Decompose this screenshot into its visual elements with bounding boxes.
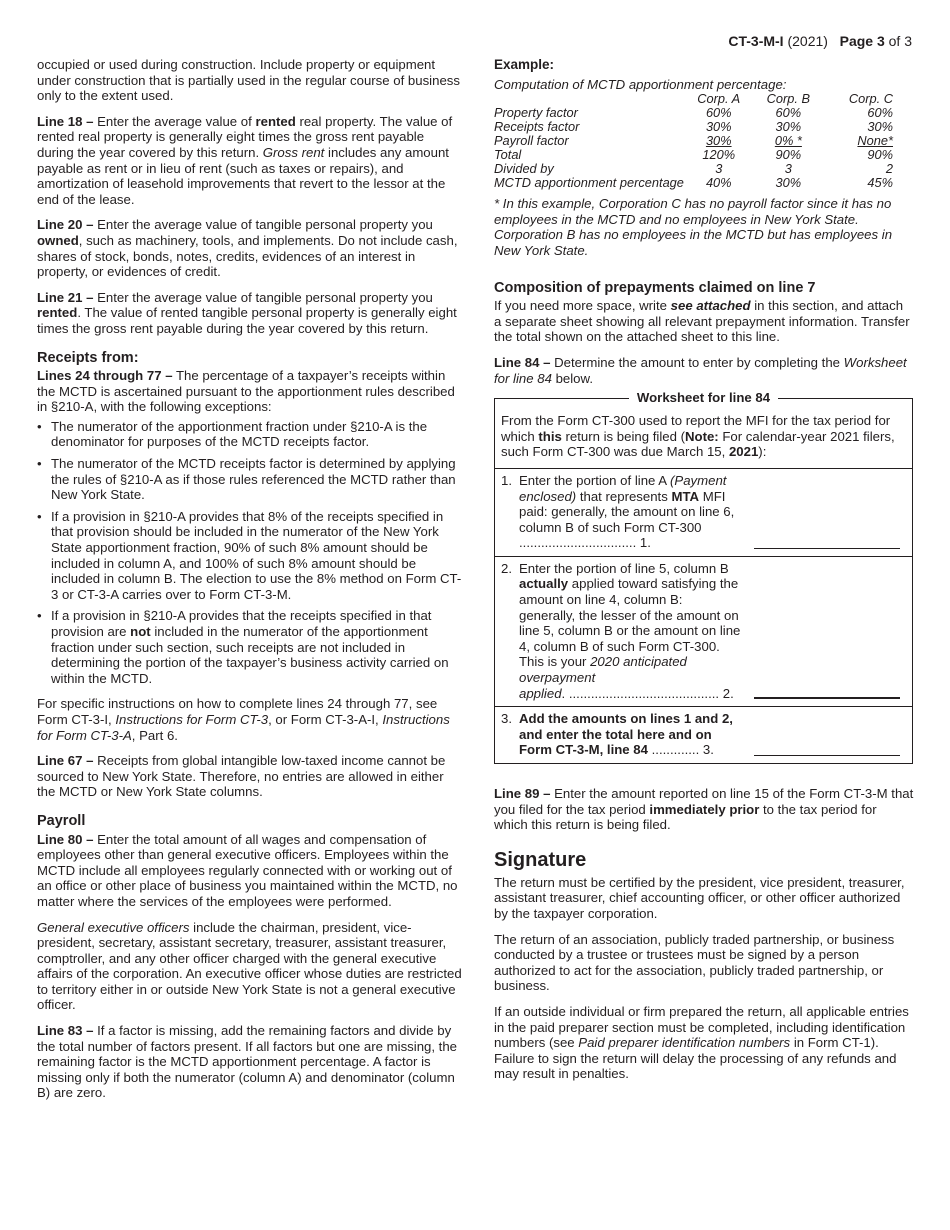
- example-table: [494, 92, 899, 190]
- table-row: [494, 120, 899, 134]
- page-number: Page 3: [839, 33, 885, 49]
- table-header-row: [494, 92, 899, 106]
- worksheet-title: Worksheet for line 84: [495, 390, 912, 406]
- table-cell: 60%: [775, 105, 802, 121]
- table-cell: 0% *: [774, 133, 802, 149]
- signature-paragraph-1: The return must be certified by the president, vice president, treasurer, assistant treasurer, chief accounting officer, or other officer authorized by the taxpayer corporation.: [494, 874, 905, 921]
- table-cell: 90%: [775, 147, 802, 163]
- table-cell: 60%: [867, 105, 893, 121]
- example-title: Example:: [494, 57, 555, 72]
- list-item: • If a provision in §210-A provides that 8% of the receipts specified in that provision should be included in the numerator of the New York State apportionment fraction, 90% of such 8% amount should be included in column A, and 100% of such 8% amount should be included in column B. The election to use the 8% method on Form CT-3 or CT-3-A carries over to Form CT-3-M.: [37, 509, 462, 603]
- example-note: * In this example, Corporation C has no payroll factor since it has no employees in the MCTD and no employees in New York State. Corporation B has no employees in the MCTD but has employees in New York State.: [494, 196, 893, 258]
- row-label: Property factor: [494, 105, 578, 121]
- table-cell: 90%: [867, 147, 893, 163]
- table-cell: 2: [885, 161, 893, 177]
- line-89-paragraph: Line 89 – Enter the amount reported on line 15 of the Form CT-3-M that you filed for the tax period immediately prior to the tax period for which this return is being filed.: [494, 786, 914, 833]
- row-label: Divided by: [494, 161, 554, 177]
- worksheet-item-1: 1. Enter the portion of line A (Payment enclosed) that represents MTA MFI paid: generally, the amount on line 6, column B of such Form CT-300 ................................ 1.: [495, 468, 912, 556]
- worksheet-item-3: 3. Add the amounts on lines 1 and 2, and enter the total here and on Form CT-3-M, line 84 ............. 3.: [495, 706, 912, 763]
- form-number: CT-3-M-I: [728, 33, 784, 49]
- line-1-entry-field[interactable]: [754, 548, 900, 549]
- table-cell: 45%: [867, 175, 893, 191]
- table-cell: 30%: [867, 119, 893, 135]
- table-row: [494, 106, 899, 120]
- table-cell: 120%: [702, 147, 736, 163]
- general-executive-officers-paragraph: General executive officers include the chairman, president, vice-president, secretary, assistant secretary, treasurer, assistant treasurer, comptroller, and any other officer charged with the general executive affairs of the corporation. An executive officer whose duties are restricted to territory either in or outside New York State is not a general executive officer.: [37, 919, 462, 1013]
- table-cell: 3: [715, 161, 723, 177]
- line-84-paragraph: Line 84 – Determine the amount to enter by completing the Worksheet for line 84 below.: [494, 354, 907, 386]
- table-row: [494, 176, 899, 190]
- line-83-paragraph: Line 83 – If a factor is missing, add the remaining factors and divide by the total number of factors present. If all factors but one are missing, the remaining factor is the MCTD apportionment percentage. A factor is missing only if both the numerator (column A) and denominator (column B) are zero.: [37, 1023, 458, 1101]
- table-cell: 30%: [705, 119, 732, 135]
- page-of: of 3: [888, 33, 912, 49]
- column-header: Corp. A: [697, 91, 741, 107]
- exceptions-list: [37, 419, 462, 687]
- receipts-heading: Receipts from:: [37, 349, 139, 366]
- signature-paragraph-3: If an outside individual or firm prepared the return, all applicable entries in the paid preparer section must be completed, including identification numbers (see Paid preparer identification numbers in Form CT-1). Failure to sign the return will delay the processing of any refunds and may result in penalties.: [494, 1003, 909, 1082]
- line-67-paragraph: Line 67 – Receipts from global intangible low-taxed income cannot be sourced to New York State. Therefore, no entries are allowed in either the MCTD or New York State columns.: [37, 753, 446, 800]
- table-row: [494, 162, 899, 176]
- worksheet-item-2: 2. Enter the portion of line 5, column B actually applied toward satisfying the amount on line 4, column B: generally, the lesser of the amount on line 5, column B or the amount on line 4, column B of such Form CT-300. This is your 2020 anticipated overpayment applied. ......................................... 2.: [495, 556, 912, 706]
- example-subtitle: Computation of MCTD apportionment percentage:: [494, 76, 787, 92]
- list-item: • The numerator of the apportionment fraction under §210-A is the denominator for purposes of the MCTD receipts factor.: [37, 419, 462, 450]
- right-column: [494, 57, 914, 1092]
- prepayments-paragraph: If you need more space, write see attached in this section, and attach a separate sheet showing all relevant prepayment information. Transfer the total shown on the attached sheet to this line.: [494, 298, 910, 345]
- list-item: • The numerator of the MCTD receipts factor is determined by applying the rules of §210-A as if those rules referenced the MCTD rather than New York State.: [37, 456, 462, 503]
- table-cell: 3: [784, 161, 792, 177]
- row-label: MCTD apportionment percentage: [494, 175, 684, 191]
- list-item: • If a provision in §210-A provides that the receipts specified in that provision are not included in the numerator of the apportionment fraction under such section, such receipts are not included in determining the portion of the taxpayer’s business activity carried on within the MCTD.: [37, 608, 462, 686]
- line-2-entry-field[interactable]: [754, 697, 900, 699]
- row-label: Total: [494, 147, 522, 163]
- signature-paragraph-2: The return of an association, publicly traded partnership, or business conducted by a trustee or trustees must be signed by a person authorized to act for the association, publicly traded partnership, or business.: [494, 931, 895, 994]
- row-label: Receipts factor: [494, 119, 580, 135]
- worksheet-box: [494, 390, 913, 764]
- specific-instructions-paragraph: For specific instructions on how to complete lines 24 through 77, see Form CT-3-I, Instructions for Form CT-3, or Form CT-3-A-I, Instructions for Form CT-3-A, Part 6.: [37, 696, 450, 743]
- column-header: Corp. C: [848, 91, 893, 107]
- lines-24-77-paragraph: Lines 24 through 77 – The percentage of a taxpayer’s receipts within the MCTD is ascertained pursuant to the apportionment rules described in §210-A, with the following exceptions:: [37, 368, 455, 415]
- line-18-paragraph: Line 18 – Enter the average value of rented real property. The value of rented real property is generally eight times the gross rent payable during the year covered by this return. Gross rent includes any amount payable as rent or in lieu of rent (such as taxes or repairs), and amortization of leasehold improvements that revert to the lessor at the end of the lease.: [37, 113, 453, 207]
- line-21-paragraph: Line 21 – Enter the average value of tangible personal property you rented. The value of rented tangible personal property is generally eight times the gross rent payable during the year covered by this return.: [37, 289, 457, 336]
- table-row: [494, 148, 899, 162]
- table-row: [494, 134, 899, 148]
- prepayments-heading: Composition of prepayments claimed on line 7: [494, 279, 816, 296]
- worksheet-intro: From the Form CT-300 used to report the MFI for the tax period for which this return is being filed (Note: For calendar-year 2021 filers, such Form CT-300 was due March 15, 2021):: [501, 413, 895, 460]
- column-header: Corp. B: [766, 91, 811, 107]
- page-header: [728, 34, 912, 50]
- continued-paragraph: occupied or used during construction. Include property or equipment under construction that is partially used in the regular course of business only to the extent used.: [37, 57, 460, 104]
- form-year: (2021): [787, 33, 828, 49]
- line-80-paragraph: Line 80 – Enter the total amount of all wages and compensation of employees other than general executive officers. Employees within the MCTD include all employees regularly connected with or working out of an office or other place of business you maintained within the MCTD, no matter where the services of the employees were performed.: [37, 831, 458, 909]
- table-cell: None*: [857, 133, 893, 149]
- line-20-paragraph: Line 20 – Enter the average value of tangible personal property you owned, such as machinery, tools, and implements. Do not include cash, shares of stock, bonds, notes, credits, evidences of an interest in property, or evidences of credit.: [37, 217, 458, 280]
- table-cell: 30%: [775, 175, 802, 191]
- left-column: [37, 57, 462, 1111]
- line-3-entry-field[interactable]: [754, 755, 900, 756]
- table-cell: 30%: [775, 119, 802, 135]
- row-label: Payroll factor: [494, 133, 569, 149]
- payroll-heading: Payroll: [37, 812, 86, 829]
- table-cell: 40%: [705, 175, 732, 191]
- table-cell: 30%: [705, 133, 732, 149]
- signature-heading: Signature: [494, 848, 587, 871]
- table-cell: 60%: [705, 105, 732, 121]
